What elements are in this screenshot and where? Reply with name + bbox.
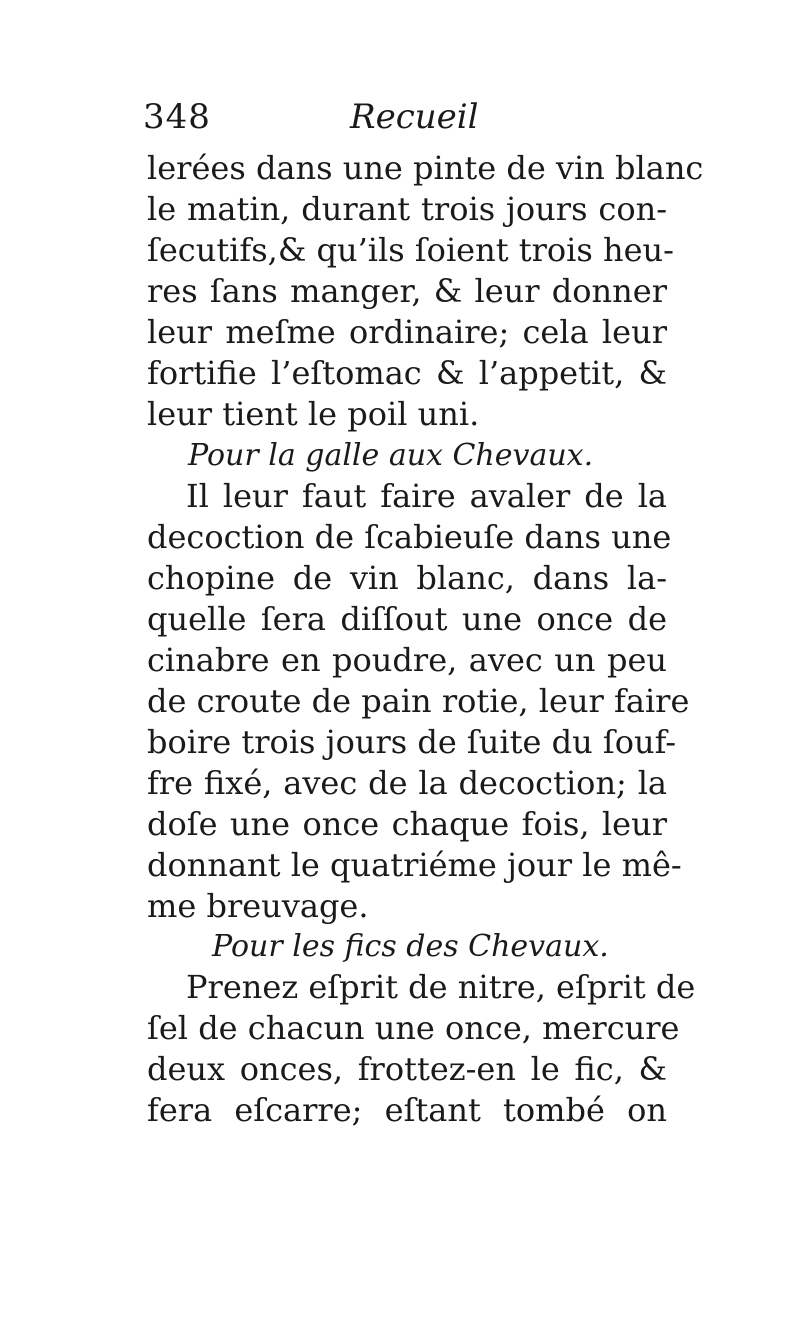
text-line: ſecutifs,& qu’ils ſoient trois heu- — [147, 231, 674, 269]
text-line: ſel de chacun une once, mercure — [147, 1009, 680, 1047]
text-line: donnant le quatriéme jour le mê- — [147, 846, 682, 884]
text-line: leur tient le poil uni. — [147, 395, 480, 433]
text-line: Il leur faut faire avaler de la — [186, 477, 667, 515]
page-number: 348 — [143, 97, 211, 137]
text-line: lerées dans une pinte de vin blanc — [147, 149, 704, 187]
text-line: cinabre en poudre, avec un peu — [147, 641, 667, 679]
text-line: le matin, durant trois jours con- — [147, 190, 667, 228]
text-line: res ſans manger, & leur donner — [147, 272, 667, 310]
text-line: boire trois jours de ſuite du ſouf- — [147, 723, 677, 761]
text-line: leur meſme ordinaire; cela leur — [147, 313, 667, 351]
running-head: Recueil — [350, 97, 479, 137]
text-line: fera eſcarre; eſtant tombé on — [147, 1091, 667, 1129]
text-line: de croute de pain rotie, leur faire — [147, 682, 690, 720]
page-header — [143, 92, 663, 142]
text-line: doſe une once chaque fois, leur — [147, 805, 667, 843]
text-line: fre fixé, avec de la decoction; la — [147, 764, 667, 802]
section-heading: Pour les fics des Chevaux. — [212, 929, 609, 964]
text-line: fortifie l’eſtomac & l’appetit, & — [147, 354, 667, 392]
text-line: chopine de vin blanc, dans la- — [147, 559, 667, 597]
text-line: quelle ſera diſſout une once de — [147, 600, 667, 638]
text-line: Prenez eſprit de nitre, eſprit de — [186, 968, 696, 1006]
text-line: deux onces, frottez-en le fic, & — [147, 1050, 667, 1088]
section-heading: Pour la galle aux Chevaux. — [188, 438, 594, 473]
text-line: decoction de ſcabieuſe dans une — [147, 518, 672, 556]
text-line: me breuvage. — [147, 887, 369, 925]
